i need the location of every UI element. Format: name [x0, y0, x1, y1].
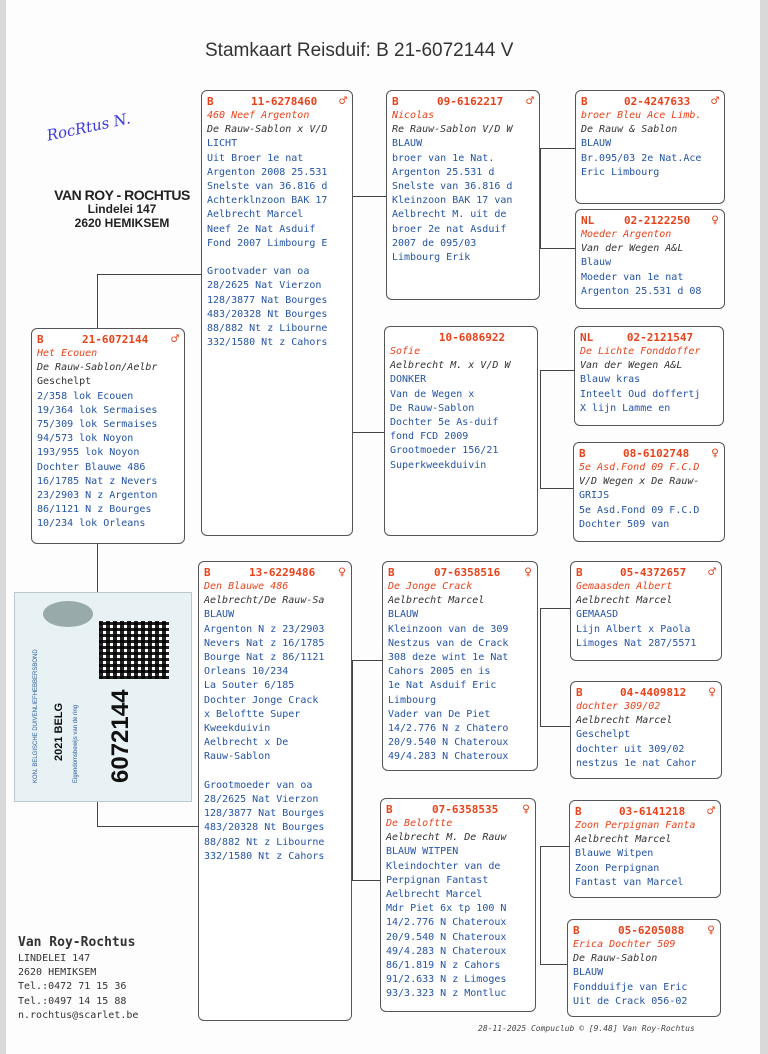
ring-number: 02-2121547 — [626, 331, 694, 344]
pedigree-line: 28/2625 Nat Vierzon — [204, 794, 319, 806]
pedigree-line: Mdr Piet 6x tp 100 N — [386, 903, 507, 915]
pedigree-line: 19/364 lok Sermaises — [37, 404, 158, 416]
connector — [352, 196, 386, 197]
ring-number: 04-4409812 — [619, 686, 687, 699]
federation-name: KON. BELGISCHE DUIVENLIEFHEBBERSBOND — [33, 649, 39, 783]
father-card — [201, 90, 353, 536]
country-code: B — [581, 95, 588, 108]
pedigree-line: Dochter Jonge Crack — [204, 694, 319, 706]
pigeon-name: 460 Neef Argenton — [207, 110, 310, 121]
ring-certificate — [14, 592, 192, 802]
ring-certificate-number: 6072144 — [107, 689, 134, 783]
pedigree-line: Nevers Nat z 16/1785 — [204, 637, 325, 649]
pedigree-line: 49/4.283 N Chateroux — [386, 945, 507, 957]
pedigree-line: GRIJS — [579, 490, 610, 502]
pedigree-line: De Rauw-Sablon/Aelbr — [37, 362, 158, 374]
pedigree-line: V/D Wegen x De Rauw- — [579, 476, 700, 488]
connector — [540, 608, 570, 609]
male-sex-icon: ♂ — [171, 332, 179, 347]
pedigree-line: Re Rauw-Sablon V/D W — [392, 124, 513, 136]
female-sex-icon: ♀ — [522, 802, 530, 817]
mmf-card — [569, 800, 721, 898]
pedigree-line: 88/882 Nt z Libourne — [204, 836, 325, 848]
female-sex-icon: ♀ — [711, 446, 719, 461]
handwritten-signature: RocRtus N. — [45, 109, 133, 145]
connector — [97, 274, 201, 275]
stamp-line-3: 2620 HEMIKSEM — [74, 216, 170, 230]
pedigree-line: LICHT — [207, 138, 238, 150]
connector — [540, 148, 575, 149]
country-code: B — [576, 686, 583, 699]
pigeon-name: De Beloftte — [386, 818, 453, 829]
connector — [540, 488, 574, 489]
pedigree-line: Snelste van 36.816 d — [207, 181, 328, 193]
pedigree-line: 75/309 lok Sermaises — [37, 419, 158, 431]
pedigree-line: Dochter 509 van — [579, 518, 670, 530]
pedigree-line: Eric Limbourg — [581, 166, 660, 178]
pedigree-line: 94/573 lok Noyon — [37, 433, 134, 445]
pedigree-line: Vader van De Piet — [388, 708, 491, 720]
male-sex-icon: ♂ — [339, 94, 347, 109]
pedigree-line: Dochter Blauwe 486 — [37, 461, 146, 473]
pedigree-line: Aelbrecht Marcel — [576, 715, 673, 727]
pedigree-line: De Rauw-Sablon x V/D — [207, 124, 328, 136]
country-code: B — [204, 566, 211, 579]
country-code: B — [579, 447, 586, 460]
pedigree-line: Aelbrecht Marcel — [207, 209, 304, 221]
ffm-card — [575, 209, 725, 309]
pedigree-line: Blauwe Witpen — [575, 848, 654, 860]
paternal-grandmother-card — [384, 326, 538, 536]
pedigree-line: Argenton 25.531 d 08 — [581, 285, 702, 297]
pedigree-line: x Beloftte Super — [204, 708, 301, 720]
pedigree-line: Geschelpt — [576, 729, 631, 741]
subject-card — [31, 328, 185, 544]
pigeon-name: Erica Dochter 509 — [573, 939, 676, 950]
pedigree-line: BLAUW — [581, 138, 612, 150]
pedigree-line: broer 2e nat Asduif — [392, 223, 507, 235]
pedigree-line: Limbourg — [388, 694, 437, 706]
pedigree-line: 86/1.819 N z Cahors — [386, 960, 501, 972]
mother-card — [198, 561, 352, 1021]
pigeon-name: 5e Asd.Fond 09 F.C.D — [579, 462, 700, 473]
pedigree-line: 16/1785 Nat z Nevers — [37, 475, 158, 487]
pedigree-line: X lijn Lamme en — [580, 402, 671, 414]
mmm-card — [567, 919, 721, 1017]
pedigree-line: 128/3877 Nat Bourges — [204, 808, 325, 820]
pedigree-line: GEMAASD — [576, 609, 619, 621]
pedigree-line: 193/955 lok Noyon — [37, 447, 140, 459]
pedigree-line: 49/4.283 N Chateroux — [388, 751, 509, 763]
ring-number: 13-6229486 — [248, 566, 316, 579]
male-sex-icon: ♂ — [707, 804, 715, 819]
pedigree-line: Superkweekduivin — [390, 459, 487, 471]
pedigree-line: Aelbrecht x De — [204, 737, 289, 749]
pedigree-line: BLAUW — [204, 609, 235, 621]
ring-number: 02-4247633 — [623, 95, 691, 108]
owner-stamp — [42, 188, 202, 230]
pedigree-line: Aelbrecht M. De Rauw — [386, 832, 507, 844]
female-sex-icon: ♀ — [707, 923, 715, 938]
country-code: B — [392, 95, 399, 108]
pedigree-line: Fondduifje van Eric — [573, 981, 688, 993]
pedigree-line: Argenton 2008 25.531 — [207, 166, 328, 178]
pigeon-name: Moeder Argenton — [581, 229, 672, 240]
print-footer: 28-11-2025 Compuclub © [9.48] Van Roy-Rochtus — [478, 1024, 695, 1033]
pedigree-line: 14/2.776 N Chateroux — [386, 917, 507, 929]
pedigree-line: Van de Wegen x — [390, 388, 475, 400]
pedigree-line: Kweekduivin — [204, 723, 271, 735]
ring-number: 05-4372657 — [619, 566, 687, 579]
pedigree-line: 23/2903 N z Argenton — [37, 490, 158, 502]
pigeon-name: Sofie — [390, 346, 421, 357]
paternal-grandfather-card — [386, 90, 540, 300]
pedigree-line: 2/358 lok Ecouen — [37, 390, 134, 402]
connector — [352, 432, 386, 433]
pedigree-line — [204, 765, 346, 779]
connector — [352, 660, 382, 661]
ring-number: 07-6358516 — [433, 566, 501, 579]
stamp-line-1: VAN ROY - ROCHTUS — [54, 187, 190, 203]
pedigree-line: De Rauw & Sablon — [581, 124, 678, 136]
ring-number: 03-6141218 — [618, 805, 686, 818]
pedigree-line: Kleinzoon BAK 17 van — [392, 195, 513, 207]
pedigree-line: Moeder van 1e nat — [581, 271, 684, 283]
pedigree-line: Kleindochter van de — [386, 860, 501, 872]
pedigree-line: Uit de Crack 056-02 — [573, 995, 688, 1007]
pedigree-line: 483/20328 Nt Bourges — [204, 822, 325, 834]
pedigree-line: Lijn Albert x Paola — [576, 623, 691, 635]
male-sex-icon: ♂ — [711, 94, 719, 109]
pedigree-line: 2007 de 095/03 — [392, 237, 477, 249]
pedigree-line: Fond 2007 Limbourg E — [207, 237, 328, 249]
pedigree-line: BLAUW — [573, 967, 604, 979]
pedigree-line: Aelbrecht Marcel — [575, 834, 672, 846]
country-code: NL — [581, 214, 595, 227]
pedigree-line: 28/2625 Nat Vierzon — [207, 280, 322, 292]
pedigree-line: 20/9.540 N Chateroux — [388, 737, 509, 749]
connector — [540, 846, 570, 847]
pedigree-line: Limbourg Erik — [392, 252, 471, 264]
country-code: B — [575, 805, 582, 818]
owner-line: Tel.:0472 71 15 36 — [18, 981, 127, 993]
pedigree-line: 10/234 lok Orleans — [37, 518, 146, 530]
ring-number: 07-6358535 — [431, 803, 499, 816]
pedigree-line: 91/2.633 N z Limoges — [386, 974, 507, 986]
country-code: B — [207, 95, 214, 108]
fmf-card — [574, 326, 724, 426]
pedigree-line: Achterklnzoon BAK 17 — [207, 195, 328, 207]
pigeon-name: broer Bleu Ace Limb. — [581, 110, 702, 121]
pedigree-line: Limoges Nat 287/5571 — [576, 637, 697, 649]
mfm-card — [570, 681, 722, 779]
pedigree-line: Aelbrecht Marcel — [388, 595, 485, 607]
pedigree-line: BLAUW WITPEN — [386, 846, 459, 858]
pedigree-line: Cahors 2005 en is — [388, 666, 491, 678]
pedigree-line: 308 deze wint 1e Nat — [388, 652, 509, 664]
connector — [540, 370, 574, 371]
pedigree-line: Blauw — [581, 257, 612, 269]
pedigree-line: 1e Nat Asduif Eric — [388, 680, 497, 692]
pedigree-line: 483/20328 Nt Bourges — [207, 308, 328, 320]
pedigree-line: 128/3877 Nat Bourges — [207, 294, 328, 306]
pigeon-name: De Lichte Fonddoffer — [580, 346, 701, 357]
pedigree-line — [207, 251, 347, 265]
pedigree-line: dochter uit 309/02 — [576, 743, 685, 755]
pedigree-line: Kleinzoon van de 309 — [388, 623, 509, 635]
ring-number: 05-6205088 — [617, 924, 685, 937]
connector — [540, 964, 570, 965]
mff-card — [570, 561, 722, 661]
owner-line: n.rochtus@scarlet.be — [18, 1009, 139, 1021]
pedigree-line: Br.095/03 2e Nat.Ace — [581, 152, 702, 164]
pedigree-line: BLAUW — [388, 609, 419, 621]
pedigree-line: Perpignan Fantast — [386, 874, 489, 886]
pedigree-line: 5e Asd.Fond 09 F.C.D — [579, 504, 700, 516]
female-sex-icon: ♀ — [708, 685, 716, 700]
pedigree-line: Snelste van 36.816 d — [392, 181, 513, 193]
pedigree-line: Aelbrecht M. uit de — [392, 209, 507, 221]
pedigree-line: La Souter 6/185 — [204, 680, 295, 692]
fmm-card — [573, 442, 725, 542]
maternal-grandmother-card — [380, 798, 536, 1012]
pedigree-line: 86/1121 N z Bourges — [37, 504, 152, 516]
country-code: B — [576, 566, 583, 579]
connector — [540, 370, 541, 488]
page-title: Stamkaart Reisduif: B 21-6072144 V — [205, 40, 514, 61]
pigeon-name: Het Ecouen — [37, 348, 98, 359]
federation-logo-icon — [43, 601, 93, 627]
pedigree-line: DONKER — [390, 374, 427, 386]
female-sex-icon: ♀ — [524, 565, 532, 580]
pedigree-line: Blauw kras — [580, 374, 641, 386]
pedigree-line: 93/3.323 N z Montluc — [386, 988, 507, 1000]
ring-number: 10-6086922 — [438, 331, 506, 344]
pedigree-line: Inteelt Oud doffertj — [580, 388, 701, 400]
owner-line: 2620 HEMIKSEM — [18, 967, 97, 979]
owner-name: Van Roy-Rochtus — [18, 935, 136, 950]
ring-number: 09-6162217 — [436, 95, 504, 108]
fff-card — [575, 90, 725, 204]
pedigree-line: 20/9.540 N Chateroux — [386, 931, 507, 943]
owner-line: LINDELEI 147 — [18, 953, 91, 964]
pedigree-line: Grootvader van oa — [207, 266, 310, 278]
pedigree-line: De Rauw-Sablon — [390, 402, 475, 414]
pedigree-line: nestzus 1e nat Cahor — [576, 757, 697, 769]
pedigree-line: Geschelpt — [37, 376, 92, 388]
stamp-line-2: Lindelei 147 — [87, 202, 157, 216]
pedigree-line: BLAUW — [392, 138, 423, 150]
pedigree-line: Rauw-Sablon — [204, 751, 271, 763]
pedigree-line: broer van 1e Nat. — [392, 152, 495, 164]
pedigree-line: Aelbrecht Marcel — [576, 595, 673, 607]
pedigree-line: Nestzus van de Crack — [388, 637, 509, 649]
pedigree-line: Neef 2e Nat Asduif — [207, 223, 316, 235]
country-code: B — [388, 566, 395, 579]
owner-line: Tel.:0497 14 15 88 — [18, 995, 127, 1007]
pedigree-line: 332/1580 Nt z Cahors — [207, 337, 328, 349]
country-code: B — [37, 333, 44, 346]
ownership-label: Eigendomsbewijs van de ring — [73, 704, 79, 783]
pedigree-line: Van der Wegen A&L — [580, 360, 683, 372]
pedigree-line: Aelbrecht M. x V/D W — [390, 360, 511, 372]
pedigree-line: Grootmoeder van oa — [204, 779, 313, 791]
pedigree-line: fond FCD 2009 — [390, 431, 469, 443]
pedigree-line: Aelbrecht/De Rauw-Sa — [204, 595, 325, 607]
maternal-grandfather-card — [382, 561, 538, 771]
connector — [540, 608, 541, 726]
female-sex-icon: ♀ — [711, 213, 719, 228]
ring-number: 02-2122250 — [623, 214, 691, 227]
connector — [97, 274, 98, 328]
pedigree-line: Argenton N z 23/2903 — [204, 623, 325, 635]
ring-number: 21-6072144 — [81, 333, 149, 346]
country-code: B — [386, 803, 393, 816]
pedigree-line: Zoon Perpignan — [575, 862, 660, 874]
pedigree-line: De Rauw-Sablon — [573, 953, 658, 965]
pedigree-line: Grootmoeder 156/21 — [390, 445, 499, 457]
pedigree-line: Aelbrecht Marcel — [386, 889, 483, 901]
connector — [97, 826, 201, 827]
pigeon-name: Gemaasden Albert — [576, 581, 673, 592]
connector — [540, 148, 541, 248]
pedigree-line: Fantast van Marcel — [575, 876, 684, 888]
owner-address — [18, 934, 138, 1023]
connector — [540, 846, 541, 964]
ring-number: 08-6102748 — [622, 447, 690, 460]
pedigree-line: Van der Wegen A&L — [581, 243, 684, 255]
pigeon-name: Nicolas — [392, 110, 435, 121]
pigeon-name: Zoon Perpignan Fanta — [575, 820, 696, 831]
pedigree-line: Orleans 10/234 — [204, 666, 289, 678]
pedigree-line: 88/882 Nt z Libourne — [207, 323, 328, 335]
pedigree-line: Argenton 25.531 d — [392, 166, 495, 178]
pedigree-line: 332/1580 Nt z Cahors — [204, 850, 325, 862]
pigeon-name: Den Blauwe 486 — [204, 581, 289, 592]
connector — [352, 880, 382, 881]
pedigree-line: Bourge Nat z 86/1121 — [204, 652, 325, 664]
connector — [352, 660, 353, 880]
ring-year: 2021 BELG — [53, 702, 65, 761]
pedigree-line: Dochter 5e As-duif — [390, 417, 499, 429]
connector — [540, 726, 570, 727]
pedigree-line: 14/2.776 N z Chatero — [388, 723, 509, 735]
ring-number: 11-6278460 — [250, 95, 318, 108]
male-sex-icon: ♂ — [708, 565, 716, 580]
country-code: B — [573, 924, 580, 937]
male-sex-icon: ♂ — [526, 94, 534, 109]
connector — [540, 248, 575, 249]
pedigree-line: Uit Broer 1e nat — [207, 152, 304, 164]
country-code: NL — [580, 331, 594, 344]
female-sex-icon: ♀ — [338, 565, 346, 580]
pigeon-name: dochter 309/02 — [576, 701, 661, 712]
pigeon-name: De Jonge Crack — [388, 581, 473, 592]
